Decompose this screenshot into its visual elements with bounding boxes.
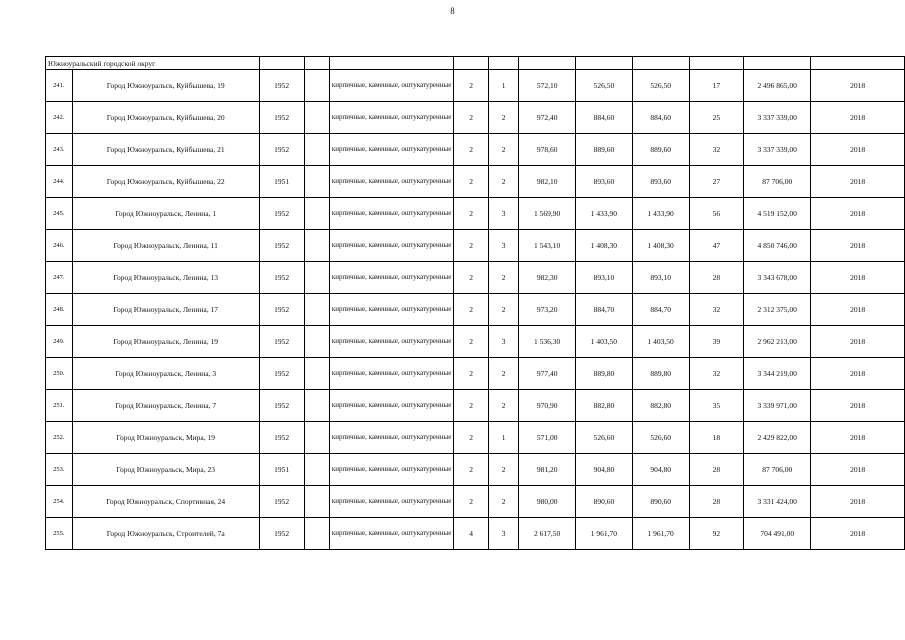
address-cell: Город Южноуральск, Ленина, 11 (72, 230, 259, 262)
total-area-cell: 980,00 (519, 486, 576, 518)
address-cell: Город Южноуральск, Ленина, 1 (72, 198, 259, 230)
empty-cell (489, 57, 519, 70)
page-number: 8 (450, 6, 455, 16)
empty-cell (304, 486, 329, 518)
living-area-cell: 884,60 (576, 102, 633, 134)
floors-cell: 2 (454, 454, 489, 486)
empty-cell (744, 57, 811, 70)
floors-cell: 2 (454, 166, 489, 198)
residents-cell: 18 (689, 422, 744, 454)
address-cell: Город Южноуральск, Куйбышева, 22 (72, 166, 259, 198)
living-area-cell: 1 408,30 (576, 230, 633, 262)
living-area-2-cell: 890,60 (632, 486, 689, 518)
plan-year-cell: 2018 (811, 422, 905, 454)
address-cell: Город Южноуральск, Ленина, 13 (72, 262, 259, 294)
wall-material-cell: кирпичные, каменные, оштукатуренные (329, 262, 453, 294)
cost-cell: 3 331 424,00 (744, 486, 811, 518)
address-cell: Город Южноуральск, Мира, 23 (72, 454, 259, 486)
entrances-cell: 3 (489, 230, 519, 262)
address-cell: Город Южноуральск, Куйбышева, 20 (72, 102, 259, 134)
cost-cell: 2 429 822,00 (744, 422, 811, 454)
living-area-cell: 1 961,70 (576, 518, 633, 550)
cost-cell: 3 343 678,00 (744, 262, 811, 294)
living-area-cell: 890,60 (576, 486, 633, 518)
empty-cell (304, 166, 329, 198)
address-cell: Город Южноуральск, Куйбышева, 19 (72, 70, 259, 102)
entrances-cell: 2 (489, 390, 519, 422)
group-title: Южноуральский городской округ (46, 57, 260, 70)
table-row (46, 102, 905, 134)
residents-cell: 56 (689, 198, 744, 230)
total-area-cell: 977,40 (519, 358, 576, 390)
total-area-cell: 982,30 (519, 262, 576, 294)
plan-year-cell: 2018 (811, 134, 905, 166)
address-cell: Город Южноуральск, Мира, 19 (72, 422, 259, 454)
living-area-2-cell: 1 408,30 (632, 230, 689, 262)
residents-cell: 17 (689, 70, 744, 102)
living-area-cell: 526,50 (576, 70, 633, 102)
plan-year-cell: 2018 (811, 486, 905, 518)
year-built-cell: 1951 (259, 454, 304, 486)
empty-cell (304, 230, 329, 262)
plan-year-cell: 2018 (811, 294, 905, 326)
living-area-2-cell: 884,60 (632, 102, 689, 134)
table-row (46, 422, 905, 454)
entrances-cell: 1 (489, 422, 519, 454)
year-built-cell: 1952 (259, 134, 304, 166)
year-built-cell: 1952 (259, 70, 304, 102)
wall-material-cell: кирпичные, каменные, оштукатуренные (329, 70, 453, 102)
living-area-2-cell: 1 433,90 (632, 198, 689, 230)
empty-cell (304, 454, 329, 486)
empty-cell (304, 358, 329, 390)
empty-cell (304, 134, 329, 166)
address-cell: Город Южноуральск, Куйбышева, 21 (72, 134, 259, 166)
entrances-cell: 3 (489, 198, 519, 230)
year-built-cell: 1952 (259, 262, 304, 294)
living-area-cell: 893,60 (576, 166, 633, 198)
residents-cell: 47 (689, 230, 744, 262)
cost-cell: 4 519 152,00 (744, 198, 811, 230)
cost-cell: 4 850 746,00 (744, 230, 811, 262)
empty-cell (304, 422, 329, 454)
row-number: 244. (46, 166, 73, 198)
empty-cell (329, 57, 453, 70)
cost-cell: 2 962 213,00 (744, 326, 811, 358)
residents-cell: 25 (689, 102, 744, 134)
entrances-cell: 2 (489, 454, 519, 486)
address-cell: Город Южноуральск, Спортивная, 24 (72, 486, 259, 518)
row-number: 250. (46, 358, 73, 390)
empty-cell (454, 57, 489, 70)
empty-cell (304, 198, 329, 230)
entrances-cell: 2 (489, 166, 519, 198)
living-area-cell: 889,80 (576, 358, 633, 390)
wall-material-cell: кирпичные, каменные, оштукатуренные (329, 294, 453, 326)
year-built-cell: 1952 (259, 230, 304, 262)
table-row (46, 166, 905, 198)
entrances-cell: 2 (489, 294, 519, 326)
row-number: 243. (46, 134, 73, 166)
wall-material-cell: кирпичные, каменные, оштукатуренные (329, 326, 453, 358)
address-cell: Город Южноуральск, Ленина, 7 (72, 390, 259, 422)
plan-year-cell: 2018 (811, 166, 905, 198)
entrances-cell: 1 (489, 70, 519, 102)
living-area-cell: 889,60 (576, 134, 633, 166)
table-body (46, 57, 905, 550)
year-built-cell: 1952 (259, 486, 304, 518)
table-row (46, 294, 905, 326)
floors-cell: 2 (454, 326, 489, 358)
entrances-cell: 2 (489, 262, 519, 294)
plan-year-cell: 2018 (811, 518, 905, 550)
row-number: 241. (46, 70, 73, 102)
year-built-cell: 1952 (259, 102, 304, 134)
empty-cell (689, 57, 744, 70)
empty-cell (304, 262, 329, 294)
wall-material-cell: кирпичные, каменные, оштукатуренные (329, 454, 453, 486)
living-area-cell: 1 433,90 (576, 198, 633, 230)
empty-cell (304, 70, 329, 102)
wall-material-cell: кирпичные, каменные, оштукатуренные (329, 166, 453, 198)
residents-cell: 32 (689, 294, 744, 326)
row-number: 255. (46, 518, 73, 550)
residents-cell: 28 (689, 262, 744, 294)
cost-cell: 3 339 971,00 (744, 390, 811, 422)
living-area-2-cell: 889,80 (632, 358, 689, 390)
cost-cell: 3 344 219,00 (744, 358, 811, 390)
floors-cell: 2 (454, 230, 489, 262)
wall-material-cell: кирпичные, каменные, оштукатуренные (329, 518, 453, 550)
total-area-cell: 1 536,30 (519, 326, 576, 358)
plan-year-cell: 2018 (811, 198, 905, 230)
year-built-cell: 1952 (259, 422, 304, 454)
row-number: 242. (46, 102, 73, 134)
address-cell: Город Южноуральск, Ленина, 3 (72, 358, 259, 390)
plan-year-cell: 2018 (811, 102, 905, 134)
year-built-cell: 1952 (259, 518, 304, 550)
group-header-row (46, 57, 905, 70)
total-area-cell: 973,20 (519, 294, 576, 326)
entrances-cell: 3 (489, 326, 519, 358)
empty-cell (576, 57, 633, 70)
address-cell: Город Южноуральск, Ленина, 19 (72, 326, 259, 358)
row-number: 252. (46, 422, 73, 454)
living-area-2-cell: 882,80 (632, 390, 689, 422)
empty-cell (304, 390, 329, 422)
plan-year-cell: 2018 (811, 454, 905, 486)
year-built-cell: 1952 (259, 198, 304, 230)
row-number: 251. (46, 390, 73, 422)
row-number: 247. (46, 262, 73, 294)
table-row (46, 326, 905, 358)
table-row (46, 262, 905, 294)
row-number: 254. (46, 486, 73, 518)
residents-cell: 27 (689, 166, 744, 198)
row-number: 245. (46, 198, 73, 230)
living-area-cell: 893,10 (576, 262, 633, 294)
wall-material-cell: кирпичные, каменные, оштукатуренные (329, 134, 453, 166)
entrances-cell: 2 (489, 134, 519, 166)
floors-cell: 4 (454, 518, 489, 550)
wall-material-cell: кирпичные, каменные, оштукатуренные (329, 390, 453, 422)
table-row (46, 454, 905, 486)
cost-cell: 87 706,00 (744, 166, 811, 198)
living-area-2-cell: 884,70 (632, 294, 689, 326)
living-area-cell: 882,80 (576, 390, 633, 422)
floors-cell: 2 (454, 294, 489, 326)
residents-cell: 39 (689, 326, 744, 358)
wall-material-cell: кирпичные, каменные, оштукатуренные (329, 230, 453, 262)
total-area-cell: 970,90 (519, 390, 576, 422)
row-number: 246. (46, 230, 73, 262)
wall-material-cell: кирпичные, каменные, оштукатуренные (329, 198, 453, 230)
living-area-2-cell: 889,60 (632, 134, 689, 166)
total-area-cell: 978,60 (519, 134, 576, 166)
entrances-cell: 3 (489, 518, 519, 550)
table-row (46, 134, 905, 166)
empty-cell (304, 102, 329, 134)
floors-cell: 2 (454, 70, 489, 102)
row-number: 249. (46, 326, 73, 358)
entrances-cell: 2 (489, 358, 519, 390)
residents-cell: 35 (689, 390, 744, 422)
total-area-cell: 982,10 (519, 166, 576, 198)
plan-year-cell: 2018 (811, 230, 905, 262)
living-area-cell: 1 403,50 (576, 326, 633, 358)
address-cell: Город Южноуральск, Ленина, 17 (72, 294, 259, 326)
living-area-2-cell: 904,80 (632, 454, 689, 486)
cost-cell: 3 337 339,00 (744, 134, 811, 166)
living-area-2-cell: 526,60 (632, 422, 689, 454)
year-built-cell: 1951 (259, 166, 304, 198)
living-area-2-cell: 893,10 (632, 262, 689, 294)
empty-cell (304, 326, 329, 358)
total-area-cell: 981,20 (519, 454, 576, 486)
cost-cell: 3 337 339,00 (744, 102, 811, 134)
row-number: 248. (46, 294, 73, 326)
living-area-cell: 904,80 (576, 454, 633, 486)
empty-cell (304, 518, 329, 550)
total-area-cell: 2 617,50 (519, 518, 576, 550)
wall-material-cell: кирпичные, каменные, оштукатуренные (329, 102, 453, 134)
table-row (46, 358, 905, 390)
cost-cell: 704 491,00 (744, 518, 811, 550)
residents-cell: 32 (689, 134, 744, 166)
empty-cell (632, 57, 689, 70)
empty-cell (304, 57, 329, 70)
cost-cell: 87 706,00 (744, 454, 811, 486)
year-built-cell: 1952 (259, 294, 304, 326)
floors-cell: 2 (454, 102, 489, 134)
table-row (46, 230, 905, 262)
floors-cell: 2 (454, 262, 489, 294)
plan-year-cell: 2018 (811, 70, 905, 102)
address-cell: Город Южноуральск, Строителей, 7а (72, 518, 259, 550)
residents-cell: 92 (689, 518, 744, 550)
plan-year-cell: 2018 (811, 326, 905, 358)
empty-cell (519, 57, 576, 70)
cost-cell: 2 496 865,00 (744, 70, 811, 102)
residents-cell: 32 (689, 358, 744, 390)
entrances-cell: 2 (489, 102, 519, 134)
entrances-cell: 2 (489, 486, 519, 518)
living-area-2-cell: 526,50 (632, 70, 689, 102)
living-area-2-cell: 1 403,50 (632, 326, 689, 358)
residents-cell: 28 (689, 486, 744, 518)
housing-registry-table (45, 56, 905, 550)
table-row (46, 486, 905, 518)
living-area-2-cell: 1 961,70 (632, 518, 689, 550)
residents-cell: 28 (689, 454, 744, 486)
plan-year-cell: 2018 (811, 358, 905, 390)
plan-year-cell: 2018 (811, 262, 905, 294)
total-area-cell: 572,10 (519, 70, 576, 102)
year-built-cell: 1952 (259, 390, 304, 422)
empty-cell (811, 57, 905, 70)
floors-cell: 2 (454, 198, 489, 230)
total-area-cell: 972,40 (519, 102, 576, 134)
cost-cell: 2 312 375,00 (744, 294, 811, 326)
table-row (46, 70, 905, 102)
total-area-cell: 1 543,10 (519, 230, 576, 262)
wall-material-cell: кирпичные, каменные, оштукатуренные (329, 358, 453, 390)
floors-cell: 2 (454, 134, 489, 166)
table-row (46, 390, 905, 422)
floors-cell: 2 (454, 358, 489, 390)
row-number: 253. (46, 454, 73, 486)
floors-cell: 2 (454, 486, 489, 518)
total-area-cell: 571,00 (519, 422, 576, 454)
empty-cell (259, 57, 304, 70)
total-area-cell: 1 569,90 (519, 198, 576, 230)
table-row (46, 198, 905, 230)
wall-material-cell: кирпичные, каменные, оштукатуренные (329, 422, 453, 454)
living-area-cell: 526,60 (576, 422, 633, 454)
year-built-cell: 1952 (259, 326, 304, 358)
table-row (46, 518, 905, 550)
floors-cell: 2 (454, 390, 489, 422)
empty-cell (304, 294, 329, 326)
living-area-cell: 884,70 (576, 294, 633, 326)
living-area-2-cell: 893,60 (632, 166, 689, 198)
wall-material-cell: кирпичные, каменные, оштукатуренные (329, 486, 453, 518)
floors-cell: 2 (454, 422, 489, 454)
year-built-cell: 1952 (259, 358, 304, 390)
plan-year-cell: 2018 (811, 390, 905, 422)
